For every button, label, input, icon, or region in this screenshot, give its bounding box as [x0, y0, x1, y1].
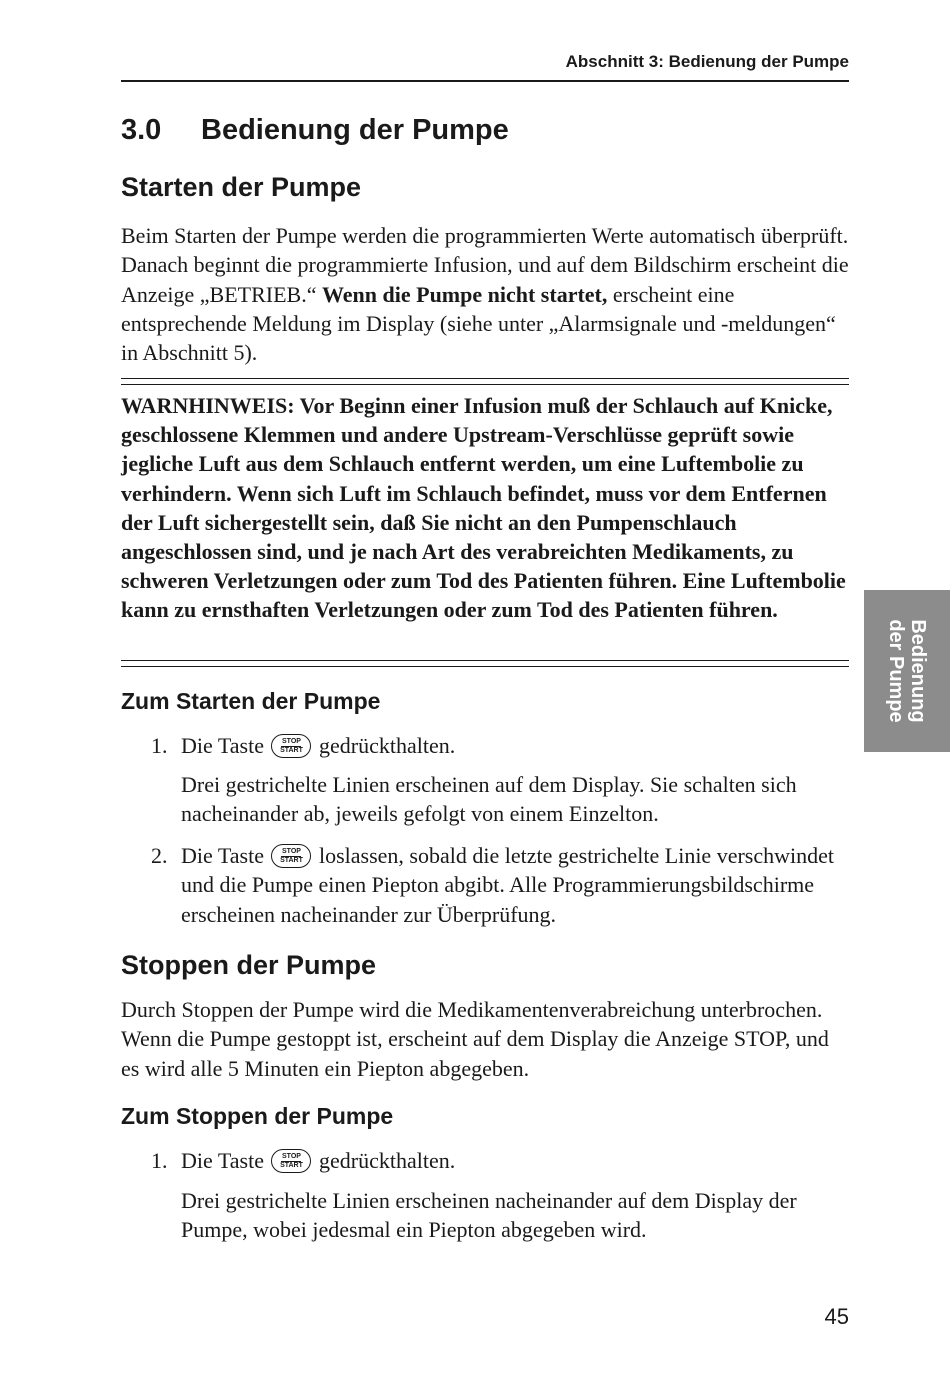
- stop-step-1-note: Drei gestrichelte Linien erscheinen nacheinander auf dem Display der Pumpe, wobei jedesmal ein Piepton abgegeben wird.: [181, 1188, 797, 1243]
- stop-start-key-icon: STOP START: [271, 844, 311, 868]
- start-step-2: [121, 841, 851, 929]
- start-step-1-note: Drei gestrichelte Linien erscheinen auf dem Display. Sie schalten sich nacheinander ab, jeweils gefolgt von einem Einzelton.: [181, 772, 797, 827]
- section-heading-stoppen: Stoppen der Pumpe: [121, 950, 377, 980]
- step-text-after: loslassen, sobald die letzte gestrichelte Linie verschwindet und die Pumpe einen Piepton abgibt. Alle Programmierungsbildschirme erscheinen nacheinander zur Überprüfung.: [181, 843, 834, 927]
- paragraph-starten-part2: erscheint eine entsprechende Meldung im Display (siehe unter „Alarmsignale und -meldungen“ in Abschnitt 5).: [121, 281, 836, 366]
- page-number: 45: [824, 1304, 849, 1329]
- chapter-title: Bedienung der Pumpe: [201, 114, 509, 146]
- step-text-before: Die Taste: [181, 843, 264, 868]
- step-number: 1.: [151, 1148, 168, 1173]
- side-tab-line2: der Pumpe: [885, 619, 907, 723]
- side-tab-line1: Bedienung: [907, 619, 929, 723]
- step-text-after: gedrückthalten.: [318, 733, 456, 758]
- chapter-heading: [121, 114, 509, 147]
- running-header: Abschnitt 3: Bedienung der Pumpe: [565, 52, 849, 71]
- chapter-side-tab: [864, 590, 950, 752]
- section-heading-starten: Starten der Pumpe: [121, 172, 362, 202]
- step-text-after: gedrückthalten.: [318, 1148, 456, 1173]
- header-rule: [121, 80, 849, 82]
- paragraph-stoppen: Durch Stoppen der Pumpe wird die Medikamentenverabreichung unterbrochen. Wenn die Pumpe gestoppt ist, erscheint auf dem Display die Anzeige STOP, und es wird alle 5 Minuten ein Piepton abgegeben.: [121, 997, 829, 1081]
- subheading-zum-stoppen: Zum Stoppen der Pumpe: [121, 1103, 394, 1129]
- paragraph-starten: [121, 221, 851, 367]
- warning-rule-bottom: [121, 660, 849, 667]
- start-step-1: [121, 731, 851, 760]
- warning-text: WARNHINWEIS: Vor Beginn einer Infusion muß der Schlauch auf Knicke, geschlossene Klemmen und andere Upstream-Verschlüsse geprüft sowie jegliche Luft aus dem Schlauch entfernt werden, um eine Luftembolie zu verhindern. Wenn sich Luft im Schlauch befindet, muss vor dem Entfernen der Luft sichergestellt sein, daß Sie nicht an den Pumpenschlauch angeschlossen sind, und je nach Art des verabreichten Medikaments, zu schweren Verletzungen oder zum Tod des Patienten führen. Eine Luftembolie kann zu ernsthaften Verletzungen oder zum Tod des Patienten führen.: [121, 393, 846, 623]
- paragraph-starten-bold: Wenn die Pumpe nicht startet,: [322, 281, 608, 307]
- step-text-before: Die Taste: [181, 1148, 264, 1173]
- paragraph-starten-part1: Beim Starten der Pumpe werden die programmierten Werte automatisch überprüft. Danach beginnt die programmierte Infusion, und auf dem Bildschirm erscheint die Anzeige „BETRIEB.“: [121, 223, 849, 307]
- chapter-number: 3.0: [121, 114, 162, 146]
- stop-start-key-icon: STOP START: [271, 1149, 311, 1173]
- step-text-before: Die Taste: [181, 733, 264, 758]
- subheading-zum-starten: Zum Starten der Pumpe: [121, 688, 381, 714]
- stop-start-key-icon: STOP START: [271, 734, 311, 758]
- warning-rule-top: [121, 378, 849, 385]
- stop-step-1: [121, 1146, 851, 1175]
- step-number: 2.: [151, 843, 168, 868]
- step-number: 1.: [151, 733, 168, 758]
